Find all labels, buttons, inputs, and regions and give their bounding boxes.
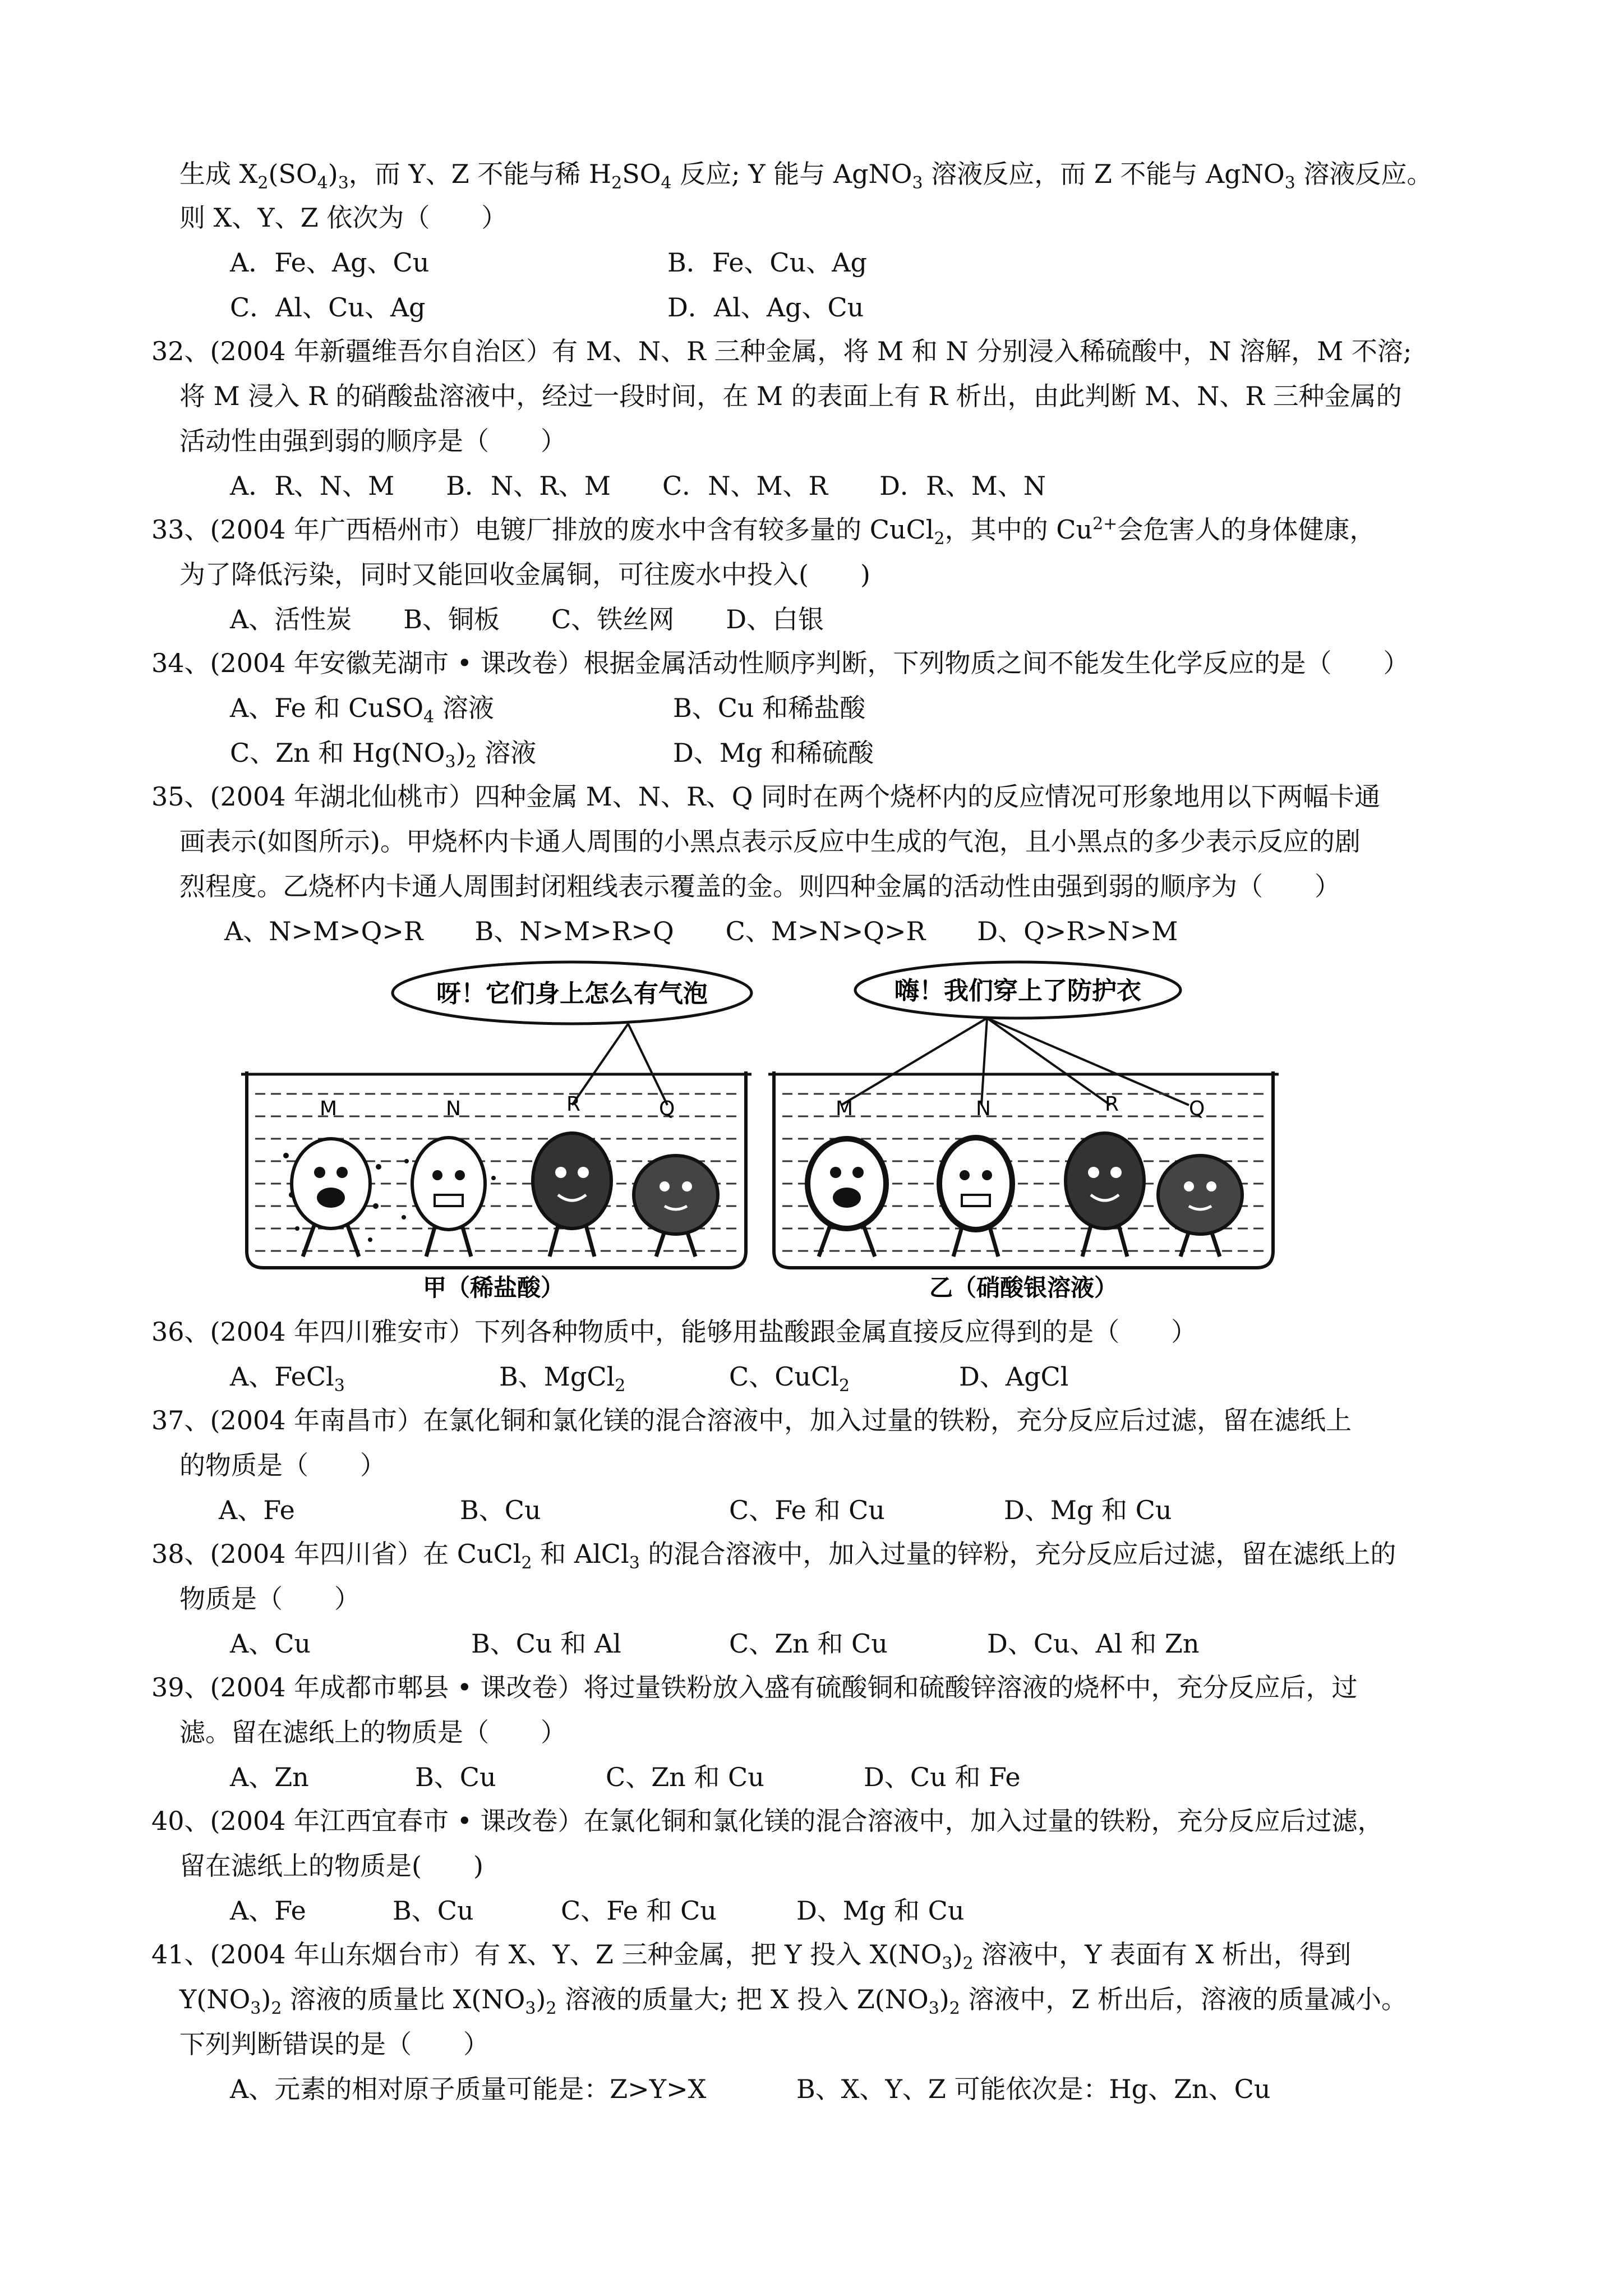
q33-line2: 为了降低污染，同时又能回收金属铜，可往废水中投入( ) <box>179 559 870 590</box>
q38-option-b: B、Cu 和 Al <box>471 1628 621 1659</box>
q37-option-d: D、Mg 和 Cu <box>1004 1495 1172 1525</box>
q37-option-b: B、Cu <box>460 1495 541 1525</box>
left-label-r: R <box>566 1093 581 1116</box>
q38-option-d: D、Cu、Al 和 Zn <box>987 1628 1200 1659</box>
q35-line1: 35、(2004 年湖北仙桃市）四种金属 M、N、R、Q 同时在两个烧杯内的反应情况可形象地用以下两幅卡通 <box>151 781 1381 812</box>
q38-line2: 物质是（ ） <box>179 1584 360 1614</box>
q33-line1: 33、(2004 年广西梧州市）电镀厂排放的废水中含有较多量的 CuCl$_2$，其中的 $Cu^{2+}$会危害人的身体健康， <box>151 514 1376 549</box>
q34-option-a: A、Fe 和 CuSO$_4$ 溶液 <box>230 693 494 728</box>
q34-option-d: D、Mg 和稀硫酸 <box>673 738 874 768</box>
q40-line1: 40、(2004 年江西宜春市 • 课改卷）在氯化铜和氯化镁的混合溶液中，加入过量的铁粉，充分反应后过滤， <box>151 1806 1384 1836</box>
q34-line1: 34、(2004 年安徽芜湖市 • 课改卷）根据金属活动性顺序判断，下列物质之间不能发生化学反应的是（ ） <box>151 648 1409 678</box>
q31-option-c: C．Al、Cu、Ag <box>230 292 426 323</box>
q34-option-b: B、Cu 和稀盐酸 <box>673 693 866 723</box>
q38-option-c: C、Zn 和 Cu <box>729 1628 888 1659</box>
q40-option-c: C、Fe 和 Cu <box>561 1895 717 1926</box>
q36-option-b: B、MgCl$_2$ <box>499 1361 626 1396</box>
q35-line3: 烈程度。乙烧杯内卡通人周围封闭粗线表示覆盖的金。则四种金属的活动性由强到弱的顺序为（ ） <box>179 871 1340 901</box>
q37-line2: 的物质是（ ） <box>179 1450 386 1480</box>
right-beaker <box>768 1071 1279 1268</box>
q40-option-d: D、Mg 和 Cu <box>796 1895 965 1926</box>
cartoon-metal-q-right <box>1158 1156 1242 1257</box>
left-bubble-text: 呀！它们身上怎么有气泡 <box>436 979 708 1008</box>
q37-option-c: C、Fe 和 Cu <box>729 1495 885 1525</box>
q40-option-b: B、Cu <box>393 1895 474 1926</box>
q32-line1: 32、(2004 年新疆维吾尔自治区）有 M、N、R 三种金属，将 M 和 N 分别浸入稀硫酸中，N 溶解，M 不溶; <box>151 336 1412 366</box>
q31-option-b: B．Fe、Cu、Ag <box>667 247 867 278</box>
q38-option-a: A、Cu <box>230 1628 311 1659</box>
q31-option-a: A．Fe、Ag、Cu <box>230 247 430 278</box>
q36-option-c: C、CuCl$_2$ <box>729 1361 850 1396</box>
q38-line1: 38、(2004 年四川省）在 CuCl$_2$ 和 AlCl$_3$ 的混合溶液中，加入过量的锌粉，充分反应后过滤，留在滤纸上的 <box>151 1539 1396 1573</box>
q39-option-c: C、Zn 和 Cu <box>606 1762 764 1792</box>
q39-line1: 39、(2004 年成都市郫县 • 课改卷）将过量铁粉放入盛有硫酸铜和硫酸锌溶液的烧杯中，充分反应后，过 <box>151 1672 1358 1703</box>
right-label-q: Q <box>1189 1097 1205 1120</box>
cartoon-metal-r-right <box>1066 1133 1144 1257</box>
cartoon-metal-q-left <box>634 1156 718 1257</box>
left-label-n: N <box>446 1097 461 1120</box>
q35-options: A、N>M>Q>R B、N>M>R>Q C、M>N>Q>R D、Q>R>N>M <box>224 916 1178 946</box>
left-label-m: M <box>320 1097 338 1120</box>
q41-line3: 下列判断错误的是（ ） <box>179 2029 489 2059</box>
right-bubble-text: 嗨！我们穿上了防护衣 <box>895 977 1141 1005</box>
right-label-n: N <box>976 1097 991 1120</box>
q36-option-d: D、AgCl <box>959 1361 1069 1392</box>
q31-option-d: D．Al、Ag、Cu <box>667 292 864 323</box>
q31-line2: 则 X、Y、Z 依次为（ ） <box>179 203 508 233</box>
cartoon-metal-n-left <box>412 1138 485 1257</box>
q32-line3: 活动性由强到弱的顺序是（ ） <box>179 426 566 456</box>
q36-line1: 36、(2004 年四川雅安市）下列各种物质中，能够用盐酸跟金属直接反应得到的是（ ） <box>151 1317 1197 1347</box>
right-beaker-caption: 乙（硝酸银溶液） <box>929 1274 1118 1301</box>
left-beaker <box>241 1071 751 1268</box>
q33-options: A、活性炭 B、铜板 C、铁丝网 D、白银 <box>230 604 824 634</box>
q31-line1: 生成 $X_2(SO_4)_3$，而 Y、Z 不能与稀 $H_2SO_4$ 反应; Y 能与 AgNO$_3$ 溶液反应，而 Z 不能与 AgNO$_3$ 溶液反应。 <box>179 159 1433 194</box>
q40-line2: 留在滤纸上的物质是( ) <box>179 1851 483 1881</box>
left-label-q: Q <box>659 1097 675 1120</box>
q36-option-a: A、FeCl$_3$ <box>230 1361 345 1396</box>
q40-option-a: A、Fe <box>230 1895 306 1926</box>
q32-options: A．R、N、M B．N、R、M C．N、M、R D．R、M、N <box>230 471 1046 501</box>
q37-line1: 37、(2004 年南昌市）在氯化铜和氯化镁的混合溶液中，加入过量的铁粉，充分反应后过滤，留在滤纸上 <box>151 1405 1352 1435</box>
q41-line1: 41、(2004 年山东烟台市）有 X、Y、Z 三种金属，把 Y 投入 $X(NO_3)_2$ 溶液中，Y 表面有 X 析出，得到 <box>151 1939 1352 1974</box>
right-label-m: M <box>836 1097 854 1120</box>
q41-line2: $Y(NO_3)_2$ 溶液的质量比 $X(NO_3)_2$ 溶液的质量大; 把 X 投入 $Z(NO_3)_2$ 溶液中，Z 析出后，溶液的质量减小。 <box>179 1984 1408 2019</box>
q34-option-c: C、Zn 和 $Hg(NO_3)_2$ 溶液 <box>230 738 537 772</box>
q39-option-d: D、Cu 和 Fe <box>864 1762 1021 1792</box>
q39-option-b: B、Cu <box>415 1762 496 1792</box>
q35-line2: 画表示(如图所示)。甲烧杯内卡通人周围的小黑点表示反应中生成的气泡，且小黑点的多少表示反应的剧 <box>179 826 1361 857</box>
right-label-r: R <box>1105 1093 1119 1116</box>
cartoon-metal-r-left <box>533 1133 611 1257</box>
q41-option-a: A、元素的相对原子质量可能是：Z>Y>X <box>230 2074 707 2104</box>
cartoon-metal-m-left <box>292 1139 370 1257</box>
cartoon-metal-n-right <box>939 1138 1012 1257</box>
q39-line2: 滤。留在滤纸上的物质是（ ） <box>179 1717 566 1747</box>
q39-option-a: A、Zn <box>230 1762 309 1792</box>
cartoon-metal-m-right <box>808 1139 886 1257</box>
left-beaker-caption: 甲（稀盐酸） <box>422 1274 565 1301</box>
beaker-cartoon-figure <box>236 959 1290 1307</box>
q32-line2: 将 M 浸入 R 的硝酸盐溶液中，经过一段时间，在 M 的表面上有 R 析出，由此判断 M、N、R 三种金属的 <box>179 381 1402 411</box>
q37-option-a: A、Fe <box>219 1495 295 1525</box>
q41-option-b: B、X、Y、Z 可能依次是：Hg、Zn、Cu <box>796 2074 1271 2104</box>
